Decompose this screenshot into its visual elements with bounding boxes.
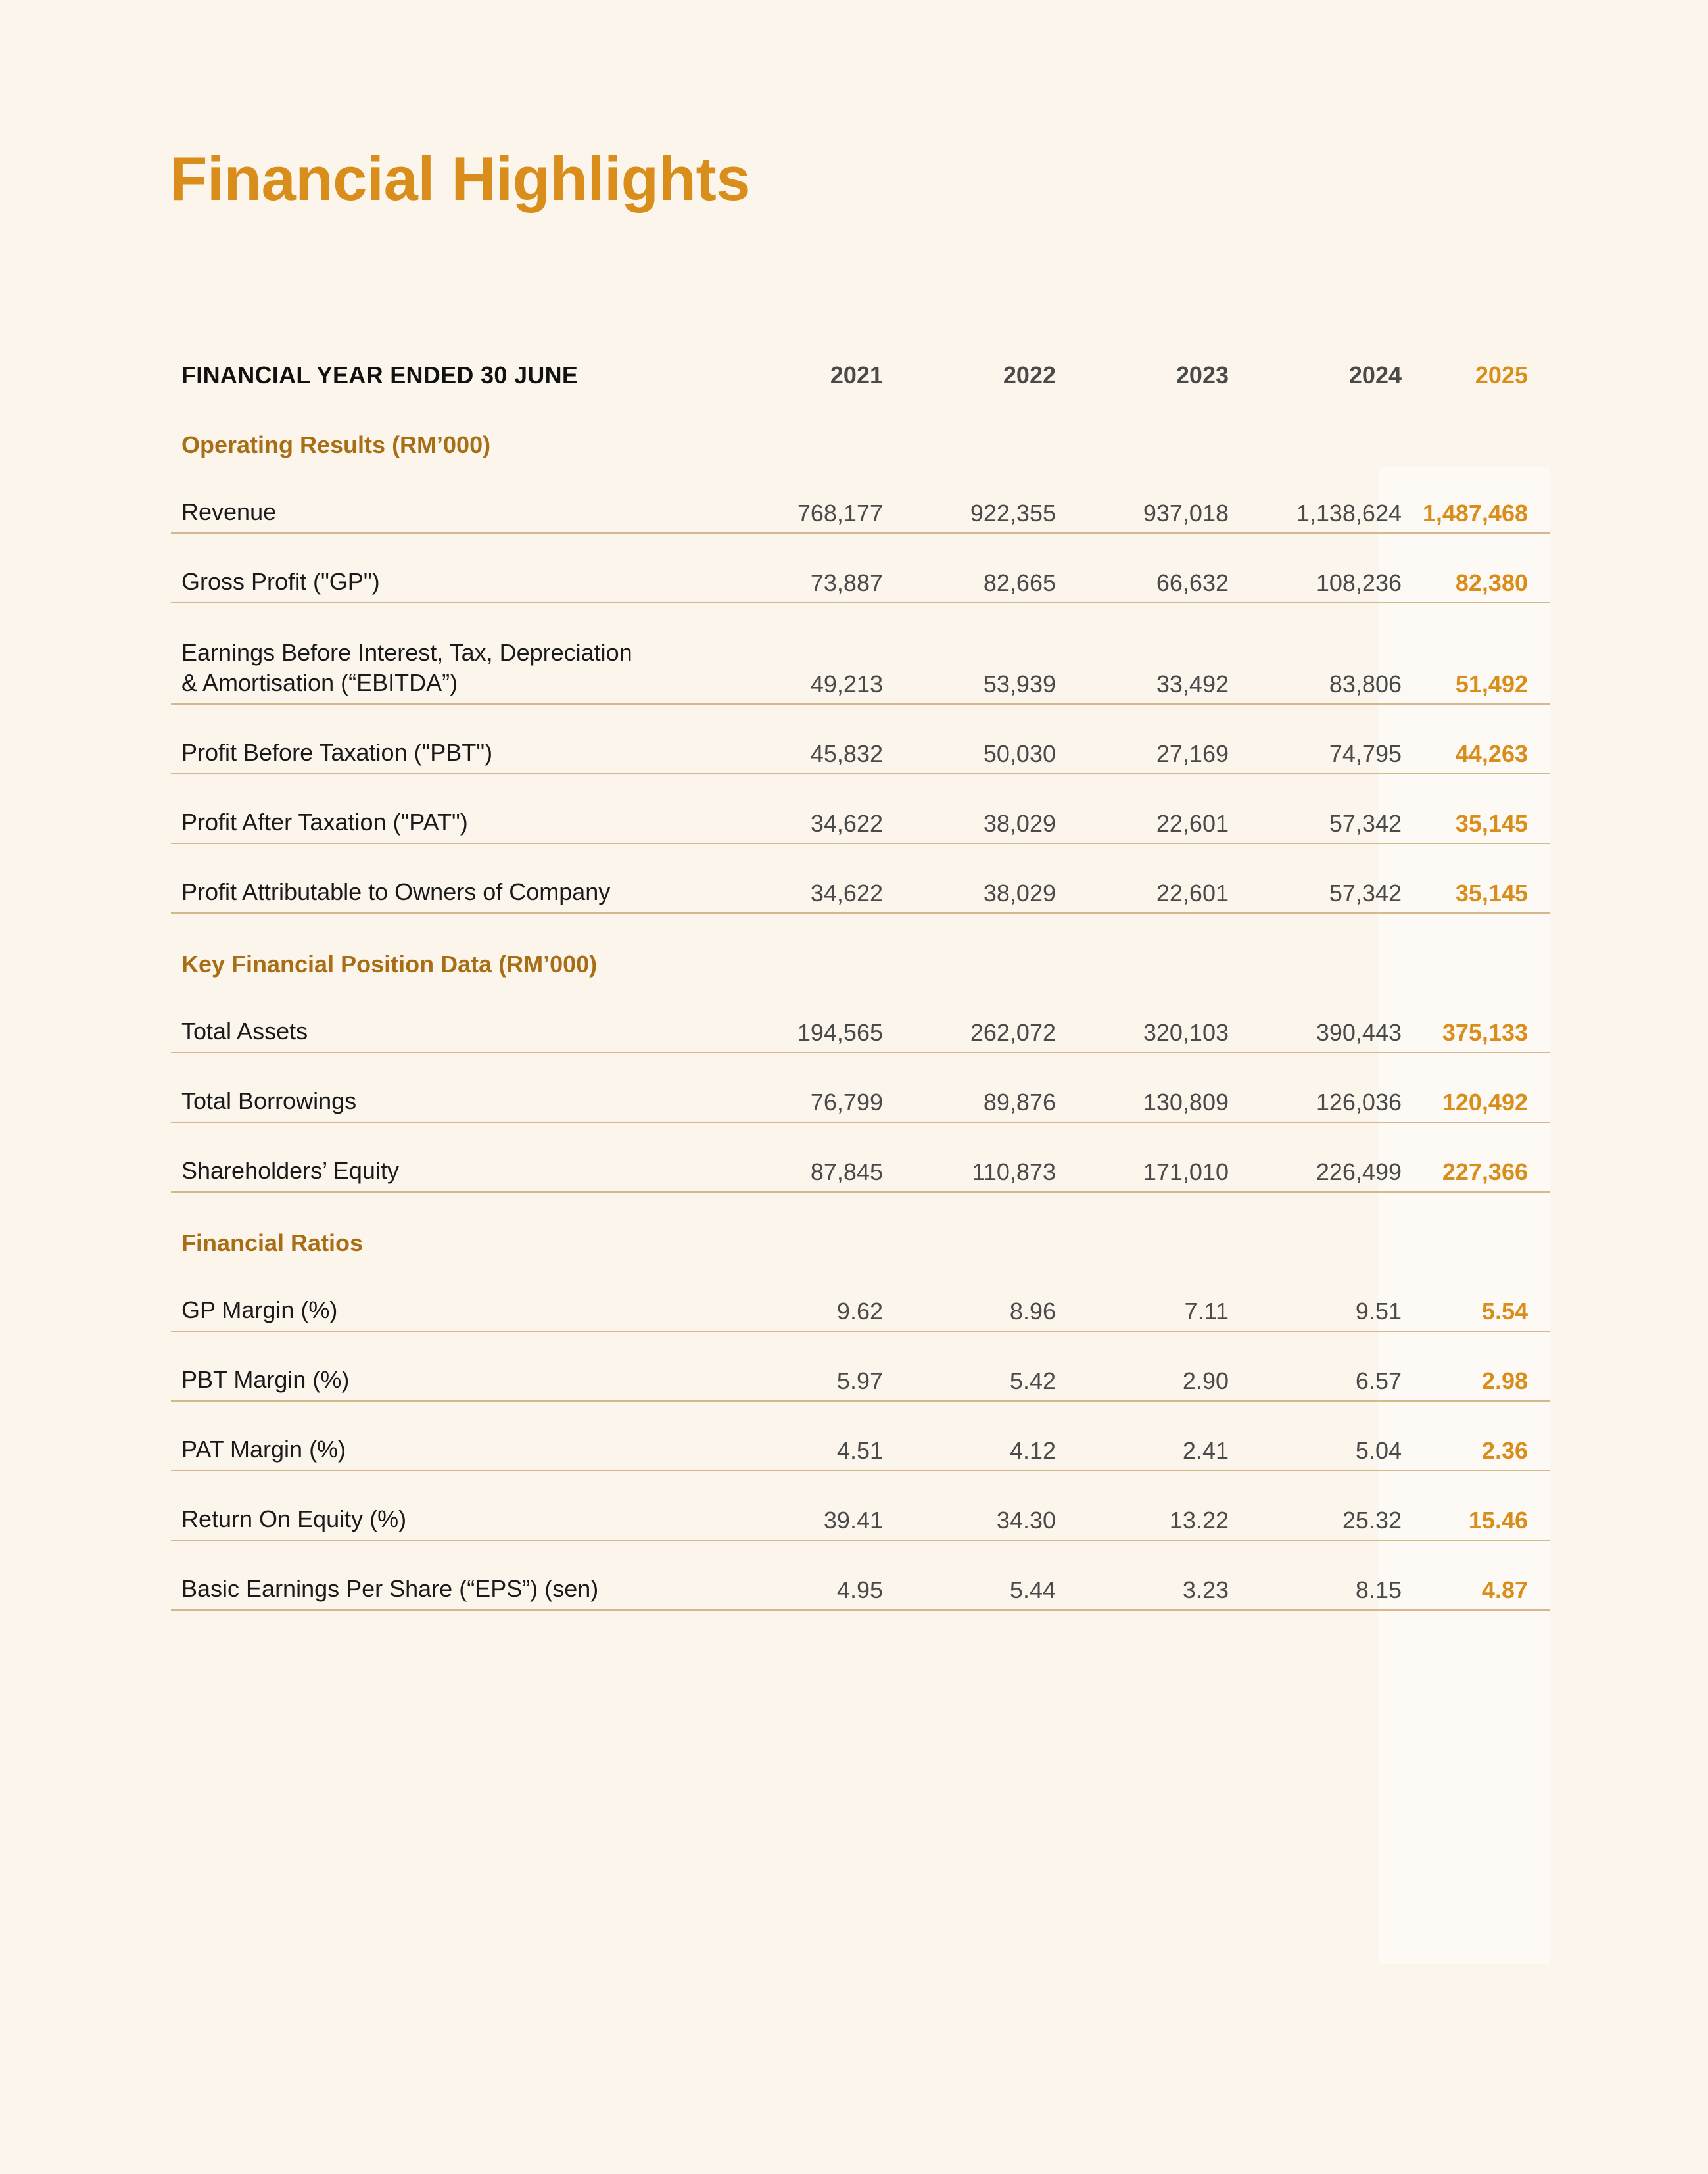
cell-2022: 34.30 xyxy=(996,1507,1056,1534)
row-label: Gross Profit ("GP") xyxy=(181,568,380,595)
cell-2024: 9.51 xyxy=(1355,1298,1402,1325)
cell-2023: 22,601 xyxy=(1156,810,1229,837)
section-heading-financial-ratios xyxy=(171,1193,1550,1262)
cell-2024: 390,443 xyxy=(1316,1019,1402,1046)
cell-2022: 53,939 xyxy=(983,671,1056,697)
table-row-total-borrowings xyxy=(171,1053,1550,1123)
cell-2022: 38,029 xyxy=(983,880,1056,907)
row-label: Profit Before Taxation ("PBT") xyxy=(181,739,493,766)
cell-2025: 44,263 xyxy=(1455,740,1528,767)
cell-2022: 89,876 xyxy=(983,1089,1056,1116)
cell-2021: 9.62 xyxy=(836,1298,883,1325)
cell-2023: 937,018 xyxy=(1143,500,1229,527)
cell-2022: 5.44 xyxy=(1009,1576,1056,1603)
cell-2025: 5.54 xyxy=(1481,1298,1528,1325)
cell-2024: 108,236 xyxy=(1316,569,1402,596)
cell-2021: 4.95 xyxy=(836,1576,883,1603)
cell-2021: 34,622 xyxy=(810,810,883,837)
header-year-2024: 2024 xyxy=(1348,362,1402,389)
row-label: Total Borrowings xyxy=(181,1087,357,1114)
cell-2022: 4.12 xyxy=(1009,1437,1056,1464)
cell-2024: 5.04 xyxy=(1355,1437,1402,1464)
cell-2022: 5.42 xyxy=(1009,1367,1056,1394)
cell-2025: 82,380 xyxy=(1455,569,1528,596)
row-label: GP Margin (%) xyxy=(181,1296,338,1323)
cell-2025: 227,366 xyxy=(1442,1158,1528,1185)
cell-2023: 3.23 xyxy=(1182,1576,1229,1603)
cell-2025: 35,145 xyxy=(1455,810,1528,837)
row-label: Basic Earnings Per Share (“EPS”) (sen) xyxy=(181,1575,599,1602)
header-year-2023: 2023 xyxy=(1175,362,1229,389)
cell-2021: 34,622 xyxy=(810,880,883,907)
cell-2024: 57,342 xyxy=(1329,810,1402,837)
header-year-2021: 2021 xyxy=(830,362,883,389)
section-title: Key Financial Position Data (RM’000) xyxy=(181,951,598,978)
header-year-2022: 2022 xyxy=(1003,362,1056,389)
row-label-line-2: & Amortisation (“EBITDA”) xyxy=(181,669,458,696)
table-row-gp-margin xyxy=(171,1262,1550,1332)
cell-2022: 50,030 xyxy=(983,740,1056,767)
cell-2021: 73,887 xyxy=(810,569,883,596)
cell-2023: 27,169 xyxy=(1156,740,1229,767)
financial-highlights-table xyxy=(171,348,1550,1611)
table-row-return-on-equity xyxy=(171,1471,1550,1541)
cell-2021: 4.51 xyxy=(836,1437,883,1464)
cell-2023: 13.22 xyxy=(1169,1507,1229,1534)
cell-2025: 15.46 xyxy=(1468,1507,1528,1534)
table-header-row xyxy=(171,348,1550,394)
cell-2025: 4.87 xyxy=(1481,1576,1528,1603)
table-row-total-assets xyxy=(171,983,1550,1053)
cell-2024: 25.32 xyxy=(1342,1507,1402,1534)
cell-2025: 35,145 xyxy=(1455,880,1528,907)
cell-2022: 110,873 xyxy=(972,1158,1056,1185)
cell-2022: 38,029 xyxy=(983,810,1056,837)
cell-2024: 8.15 xyxy=(1355,1576,1402,1603)
header-label: FINANCIAL YEAR ENDED 30 JUNE xyxy=(181,362,579,389)
cell-2023: 171,010 xyxy=(1143,1158,1229,1185)
cell-2021: 39.41 xyxy=(823,1507,883,1534)
cell-2024: 126,036 xyxy=(1316,1089,1402,1116)
cell-2023: 320,103 xyxy=(1143,1019,1229,1046)
header-year-2025: 2025 xyxy=(1475,362,1528,389)
cell-2021: 87,845 xyxy=(810,1158,883,1185)
row-label: Return On Equity (%) xyxy=(181,1505,407,1532)
cell-2024: 74,795 xyxy=(1329,740,1402,767)
cell-2025: 51,492 xyxy=(1455,671,1528,697)
cell-2021: 194,565 xyxy=(797,1019,883,1046)
row-label: Total Assets xyxy=(181,1018,308,1045)
section-title: Financial Ratios xyxy=(181,1229,364,1256)
cell-2022: 922,355 xyxy=(970,500,1056,527)
cell-2021: 49,213 xyxy=(810,671,883,697)
cell-2023: 2.90 xyxy=(1182,1367,1229,1394)
cell-2024: 83,806 xyxy=(1329,671,1402,697)
table-row-pbt xyxy=(171,705,1550,774)
cell-2022: 262,072 xyxy=(970,1019,1056,1046)
table-row-basic-eps xyxy=(171,1541,1550,1611)
cell-2023: 33,492 xyxy=(1156,671,1229,697)
row-label: PBT Margin (%) xyxy=(181,1366,350,1393)
cell-2022: 82,665 xyxy=(983,569,1056,596)
cell-2023: 22,601 xyxy=(1156,880,1229,907)
cell-2025: 2.36 xyxy=(1481,1437,1528,1464)
section-heading-financial-position xyxy=(171,914,1550,983)
cell-2024: 1,138,624 xyxy=(1296,500,1402,527)
section-title: Operating Results (RM’000) xyxy=(181,431,491,458)
cell-2023: 7.11 xyxy=(1184,1298,1229,1325)
cell-2022: 8.96 xyxy=(1009,1298,1056,1325)
table-row-revenue xyxy=(171,464,1550,534)
cell-2024: 226,499 xyxy=(1316,1158,1402,1185)
cell-2021: 5.97 xyxy=(836,1367,883,1394)
cell-2023: 66,632 xyxy=(1156,569,1229,596)
cell-2025: 1,487,468 xyxy=(1422,500,1528,527)
row-label xyxy=(171,638,710,703)
table-row-ebitda xyxy=(171,603,1550,705)
page-title: Financial Highlights xyxy=(170,144,751,213)
cell-2024: 6.57 xyxy=(1355,1367,1402,1394)
cell-2023: 130,809 xyxy=(1143,1089,1229,1116)
row-label: Profit Attributable to Owners of Company xyxy=(181,878,611,905)
cell-2021: 768,177 xyxy=(797,500,883,527)
table-row-gross-profit xyxy=(171,534,1550,603)
table-row-pbt-margin xyxy=(171,1332,1550,1402)
cell-2021: 45,832 xyxy=(810,740,883,767)
table-row-pat-margin xyxy=(171,1402,1550,1471)
table-row-shareholders-equity xyxy=(171,1123,1550,1193)
table-row-profit-attributable xyxy=(171,844,1550,914)
cell-2025: 2.98 xyxy=(1481,1367,1528,1394)
section-heading-operating-results xyxy=(171,394,1550,464)
cell-2021: 76,799 xyxy=(810,1089,883,1116)
row-label: Profit After Taxation ("PAT") xyxy=(181,809,468,836)
cell-2024: 57,342 xyxy=(1329,880,1402,907)
cell-2023: 2.41 xyxy=(1182,1437,1229,1464)
row-label-line-1: Earnings Before Interest, Tax, Depreciation xyxy=(181,639,632,666)
cell-2025: 375,133 xyxy=(1442,1019,1528,1046)
cell-2025: 120,492 xyxy=(1442,1089,1528,1116)
row-label: PAT Margin (%) xyxy=(181,1436,346,1463)
row-label: Shareholders’ Equity xyxy=(181,1157,399,1184)
table-row-pat xyxy=(171,774,1550,844)
row-label: Revenue xyxy=(181,498,277,525)
